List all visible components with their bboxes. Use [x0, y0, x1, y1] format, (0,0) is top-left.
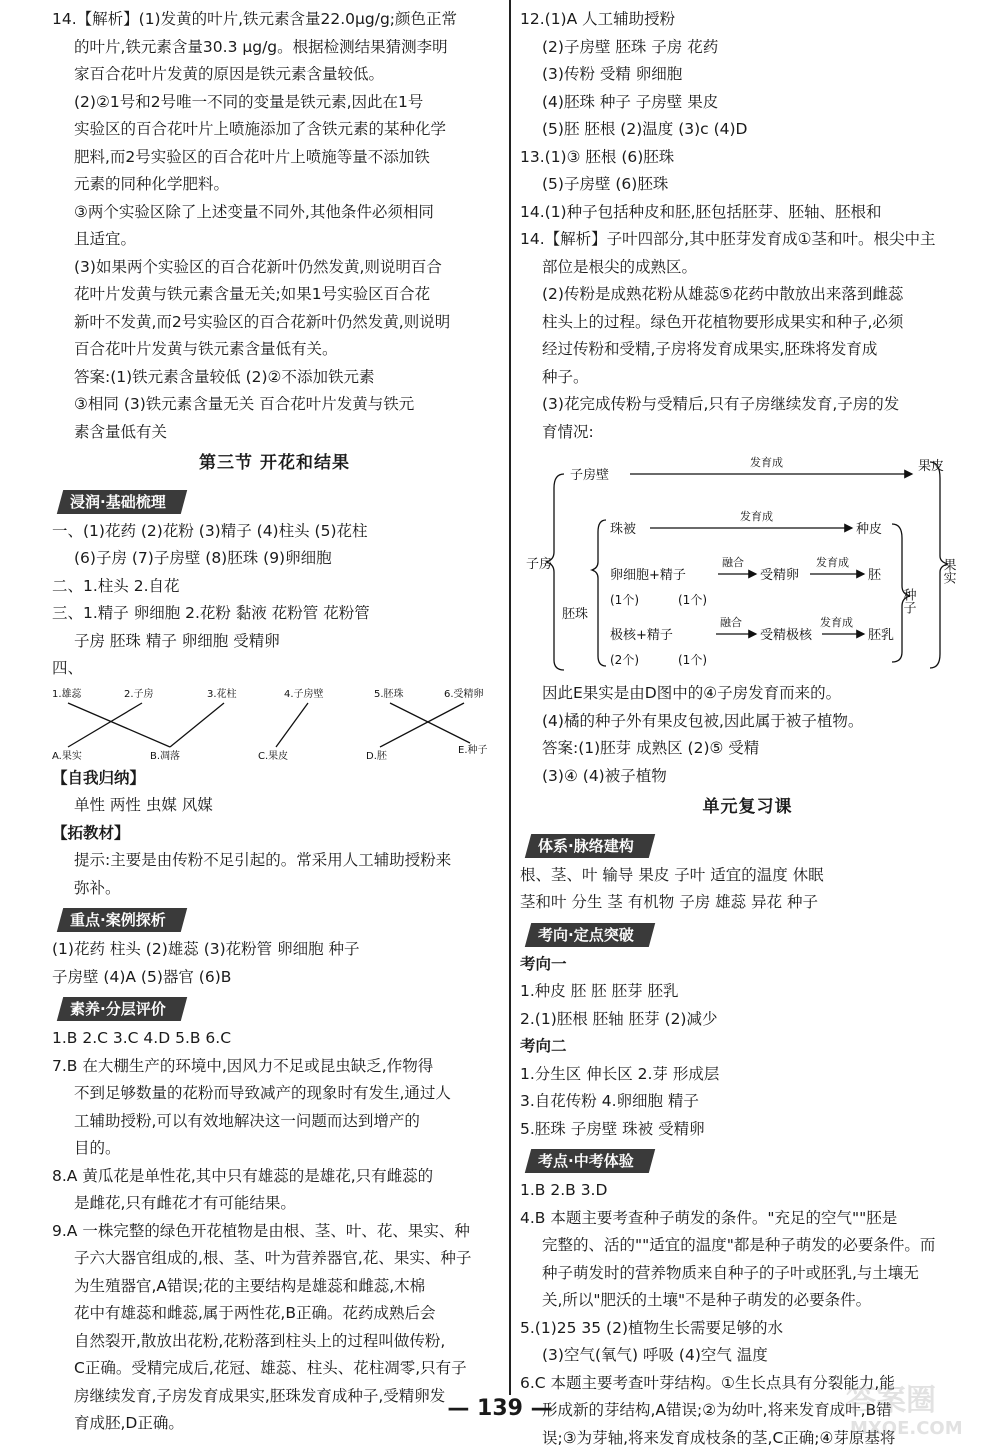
endosperm-label: 胚乳	[868, 628, 894, 643]
text-line: 实验区的百合花叶片上喷施添加了含铁元素的某种化学	[52, 116, 497, 144]
page-number: — 139 —	[0, 1395, 1000, 1423]
text-line: 2.(1)胚根 胚轴 胚芽 (2)减少	[520, 1006, 975, 1034]
text-line: 误;③为芽轴,将来发育成枝条的茎,C正确;④芽原基将	[520, 1425, 975, 1452]
text-line: 子房壁 (4)A (5)器官 (6)B	[52, 964, 497, 992]
text-line: 弥补。	[52, 875, 497, 903]
fruit-label: 果实	[941, 558, 957, 585]
ovule-label: 胚珠	[562, 606, 588, 622]
section-banner	[525, 834, 655, 858]
text-line: 新叶不发黄,而2号实验区的百合花新叶仍然发黄,则说明	[52, 309, 497, 337]
match-bottom-label: E.种子	[458, 743, 488, 756]
q14-block	[52, 6, 497, 446]
text-line: 百合花叶片发黄与铁元素含量低有关。	[52, 336, 497, 364]
text-line: 4.B 本题主要考查种子萌发的条件。"充足的空气""胚是	[520, 1205, 975, 1233]
fuse-label: 融合	[720, 615, 742, 629]
text-line: 种子。	[520, 364, 975, 392]
text-line: 二、1.柱头 2.自花	[52, 573, 497, 601]
section-title: 第三节 开花和结果	[52, 450, 497, 478]
match-bottom-label: A.果实	[52, 750, 82, 762]
bracket-ovary	[546, 474, 564, 670]
text-line: 经过传粉和受精,子房将发育成果实,胚珠将发育成	[520, 336, 975, 364]
text-line: 种子萌发时的营养物质来自种子的子叶或胚乳,与土壤无	[520, 1260, 975, 1288]
fruit-peel-label: 果皮	[918, 458, 944, 474]
text-line: 3.自花传粉 4.卵细胞 精子	[520, 1088, 975, 1116]
text-line: (3)空气(氧气) 呼吸 (4)空气 温度	[520, 1342, 975, 1370]
seed-coat-label: 种皮	[856, 521, 882, 537]
match-top-label: 5.胚珠	[374, 687, 404, 700]
match-top-label: 2.子房	[124, 687, 154, 700]
banner-label: 素养·分层评价	[70, 997, 166, 1021]
text-line: ③两个实验区除了上述变量不同外,其他条件必须相同	[52, 199, 497, 227]
match-bottom-label: B.凋落	[150, 749, 180, 762]
subheading: 考向一	[520, 951, 975, 979]
banner-label: 考向·定点突破	[538, 923, 634, 947]
match-top-label: 6.受精卵	[444, 687, 484, 700]
section-banner	[57, 997, 187, 1021]
section-banner	[57, 490, 187, 514]
text-line: C正确。受精完成后,花冠、雄蕊、柱头、花柱凋零,只有子	[52, 1355, 497, 1383]
count-label: (1个)	[678, 593, 707, 607]
match-bottom-label: C.果皮	[258, 749, 288, 762]
text-line: 根、茎、叶 输导 果皮 子叶 适宜的温度 休眠	[520, 862, 975, 890]
top-answers	[520, 6, 975, 446]
text-line: 因此E果实是由D图中的④子房发育而来的。	[520, 680, 975, 708]
text-line: 5.(1)25 35 (2)植物生长需要足够的水	[520, 1315, 975, 1343]
text-line: 完整的、活的""适宜的温度"都是种子萌发的必要条件。而	[520, 1232, 975, 1260]
match-line	[276, 703, 308, 747]
text-line: 育成胚,D正确。	[52, 1410, 497, 1438]
text-line: 家百合花叶片发黄的原因是铁元素含量较低。	[52, 61, 497, 89]
match-bottom-label: D.胚	[366, 750, 388, 762]
text-line: (3)传粉 受精 卵细胞	[520, 61, 975, 89]
text-line: (2)②1号和2号唯一不同的变量是铁元素,因此在1号	[52, 89, 497, 117]
text-line: (3)如果两个实验区的百合花新叶仍然发黄,则说明百合	[52, 254, 497, 282]
count-label: (2个)	[610, 653, 639, 667]
text-line: (3)④ (4)被子植物	[520, 763, 975, 791]
text-line: 8.A 黄瓜花是单性花,其中只有雄蕊的是雄花,只有雌蕊的	[52, 1163, 497, 1191]
ovary-development-diagram	[520, 448, 975, 680]
matching-diagram	[52, 683, 497, 765]
text-line: 自然裂开,散放出花粉,花粉落到柱头上的过程叫做传粉,	[52, 1328, 497, 1356]
banner-label: 浸润·基础梳理	[70, 490, 166, 514]
text-line: 13.(1)③ 胚根 (6)胚珠	[520, 144, 975, 172]
text-line: (6)子房 (7)子房壁 (8)胚珠 (9)卵细胞	[52, 545, 497, 573]
text-line: 6.C 本题主要考查叶芽结构。①生长点具有分裂能力,能	[520, 1370, 975, 1398]
text-line: 提示:主要是由传粉不足引起的。常采用人工辅助授粉来	[52, 847, 497, 875]
match-line	[68, 703, 170, 747]
develop-label: 发育成	[750, 455, 783, 469]
text-line: 三、1.精子 卵细胞 2.花粉 黏液 花粉管 花粉管	[52, 600, 497, 628]
ovary-label: 子房	[526, 556, 552, 572]
banner-label: 体系·脉络建构	[538, 834, 634, 858]
text-line: 房继续发育,子房发育成果实,胚珠发育成种子,受精卵发	[52, 1383, 497, 1411]
text-line: 1.B 2.C 3.C 4.D 5.B 6.C	[52, 1025, 497, 1053]
text-line: 柱头上的过程。绿色开花植物要形成果实和种子,必须	[520, 309, 975, 337]
subheading: 考向二	[520, 1033, 975, 1061]
text-line: 5.胚珠 子房壁 珠被 受精卵	[520, 1116, 975, 1144]
ovary-wall-label: 子房壁	[570, 467, 609, 483]
match-line	[380, 703, 464, 747]
count-label: (1个)	[610, 593, 639, 607]
match-line	[390, 703, 470, 743]
text-line: 1.B 2.B 3.D	[520, 1177, 975, 1205]
right-column	[520, 0, 975, 1452]
count-label: (1个)	[678, 653, 707, 667]
text-line: 子房 胚珠 精子 卵细胞 受精卵	[52, 628, 497, 656]
text-line: (5)胚 胚根 (2)温度 (3)c (4)D	[520, 116, 975, 144]
text-line: (2)传粉是成熟花粉从雄蕊⑤花药中散放出来落到雌蕊	[520, 281, 975, 309]
text-line: 1.分生区 伸长区 2.芽 形成层	[520, 1061, 975, 1089]
section-banner	[525, 1149, 655, 1173]
text-line: (4)橘的种子外有果皮包被,因此属于被子植物。	[520, 708, 975, 736]
text-line: 茎和叶 分生 茎 有机物 子房 雄蕊 异花 种子	[520, 889, 975, 917]
column-divider	[509, 0, 511, 1395]
text-line: (5)子房壁 (6)胚珠	[520, 171, 975, 199]
text-line: 元素的同种化学肥料。	[52, 171, 497, 199]
text-line: (4)胚珠 种子 子房壁 果皮	[520, 89, 975, 117]
text-line: 形成新的芽结构,A错误;②为幼叶,将来发育成叶,B错	[520, 1397, 975, 1425]
text-line: 且适宜。	[52, 226, 497, 254]
text-line: 子六大器官组成的,根、茎、叶为营养器官,花、果实、种子	[52, 1245, 497, 1273]
text-line: 肥料,而2号实验区的百合花叶片上喷施等量不添加铁	[52, 144, 497, 172]
polar-sperm-label: 极核+精子	[610, 627, 673, 643]
match-top-label: 3.花柱	[207, 687, 237, 700]
text-line: 14.【解析】子叶四部分,其中胚芽发育成①茎和叶。根尖中主	[520, 226, 975, 254]
text-line: (2)子房壁 胚珠 子房 花药	[520, 34, 975, 62]
text-line: (1)花药 柱头 (2)雄蕊 (3)花粉管 卵细胞 种子	[52, 936, 497, 964]
left-column	[52, 0, 497, 1438]
watermark-logo	[842, 1380, 982, 1440]
text-line: 单性 两性 虫媒 风媒	[52, 792, 497, 820]
section-banner	[57, 908, 187, 932]
banner-label: 重点·案例探析	[70, 908, 166, 932]
text-line: 7.B 在大棚生产的环境中,因风力不足或昆虫缺乏,作物得	[52, 1053, 497, 1081]
text-line: 为生殖器官,A错误;花的主要结构是雄蕊和雌蕊,木棉	[52, 1273, 497, 1301]
integument-label: 珠被	[610, 521, 636, 537]
watermark-top: 答案圈	[846, 1383, 936, 1418]
match-top-label: 1.雄蕊	[52, 687, 83, 700]
match-top-label: 4.子房壁	[284, 687, 324, 700]
text-line: 花叶片发黄与铁元素含量无关;如果1号实验区百合花	[52, 281, 497, 309]
subheading: 【自我归纳】	[52, 765, 497, 793]
fuse-label: 融合	[722, 555, 744, 569]
text-line: 的叶片,铁元素含量30.3 μg/g。根据检测结果猜测李明	[52, 34, 497, 62]
develop-label: 发育成	[740, 509, 773, 523]
text-line: 1.种皮 胚 胚 胚芽 胚乳	[520, 978, 975, 1006]
embryo-label: 胚	[868, 568, 882, 583]
text-line: 9.A 一株完整的绿色开花植物是由根、茎、叶、花、果实、种	[52, 1218, 497, 1246]
fertilized-polar-label: 受精极核	[760, 627, 813, 643]
text-line: 关,所以"肥沃的土壤"不是种子萌发的必要条件。	[520, 1287, 975, 1315]
text-line: 答案:(1)铁元素含量较低 (2)②不添加铁元素	[52, 364, 497, 392]
seed-label: 种子	[901, 588, 917, 614]
text-line: 答案:(1)胚芽 成熟区 (2)⑤ 受精	[520, 735, 975, 763]
text-line: 一、(1)花药 (2)花粉 (3)精子 (4)柱头 (5)花柱	[52, 518, 497, 546]
watermark-bottom: MXQE.COM	[850, 1418, 963, 1439]
text-line: 花中有雄蕊和雌蕊,属于两性花,B正确。花药成熟后会	[52, 1300, 497, 1328]
text-line: 不到足够数量的花粉而导致减产的现象时有发生,通过人	[52, 1080, 497, 1108]
section-banner	[525, 923, 655, 947]
bracket-ovule	[592, 520, 606, 666]
text-line: ③相同 (3)铁元素含量无关 百合花叶片发黄与铁元	[52, 391, 497, 419]
match-line	[68, 703, 142, 747]
text-line: (3)花完成传粉与受精后,只有子房继续发育,子房的发	[520, 391, 975, 419]
develop-label: 发育成	[816, 555, 849, 569]
text-line: 12.(1)A 人工辅助授粉	[520, 6, 975, 34]
subheading: 【拓教材】	[52, 820, 497, 848]
text-line: 部位是根尖的成熟区。	[520, 254, 975, 282]
match-line	[170, 703, 224, 747]
section-title: 单元复习课	[520, 794, 975, 822]
text-line: 14.(1)种子包括种皮和胚,胚包括胚芽、胚轴、胚根和	[520, 199, 975, 227]
zygote-label: 受精卵	[760, 567, 799, 583]
egg-sperm-label: 卵细胞+精子	[610, 567, 686, 583]
text-line: 工辅助授粉,可以有效地解决这一问题而达到增产的	[52, 1108, 497, 1136]
text-line: 四、	[52, 655, 497, 683]
develop-label: 发育成	[820, 615, 853, 629]
text-line: 素含量低有关	[52, 419, 497, 447]
banner-label: 考点·中考体验	[538, 1149, 634, 1173]
text-line: 目的。	[52, 1135, 497, 1163]
text-line: 14.【解析】(1)发黄的叶片,铁元素含量22.0μg/g;颜色正常	[52, 6, 497, 34]
text-line: 育情况:	[520, 419, 975, 447]
text-line: 是雌花,只有雌花才有可能结果。	[52, 1190, 497, 1218]
